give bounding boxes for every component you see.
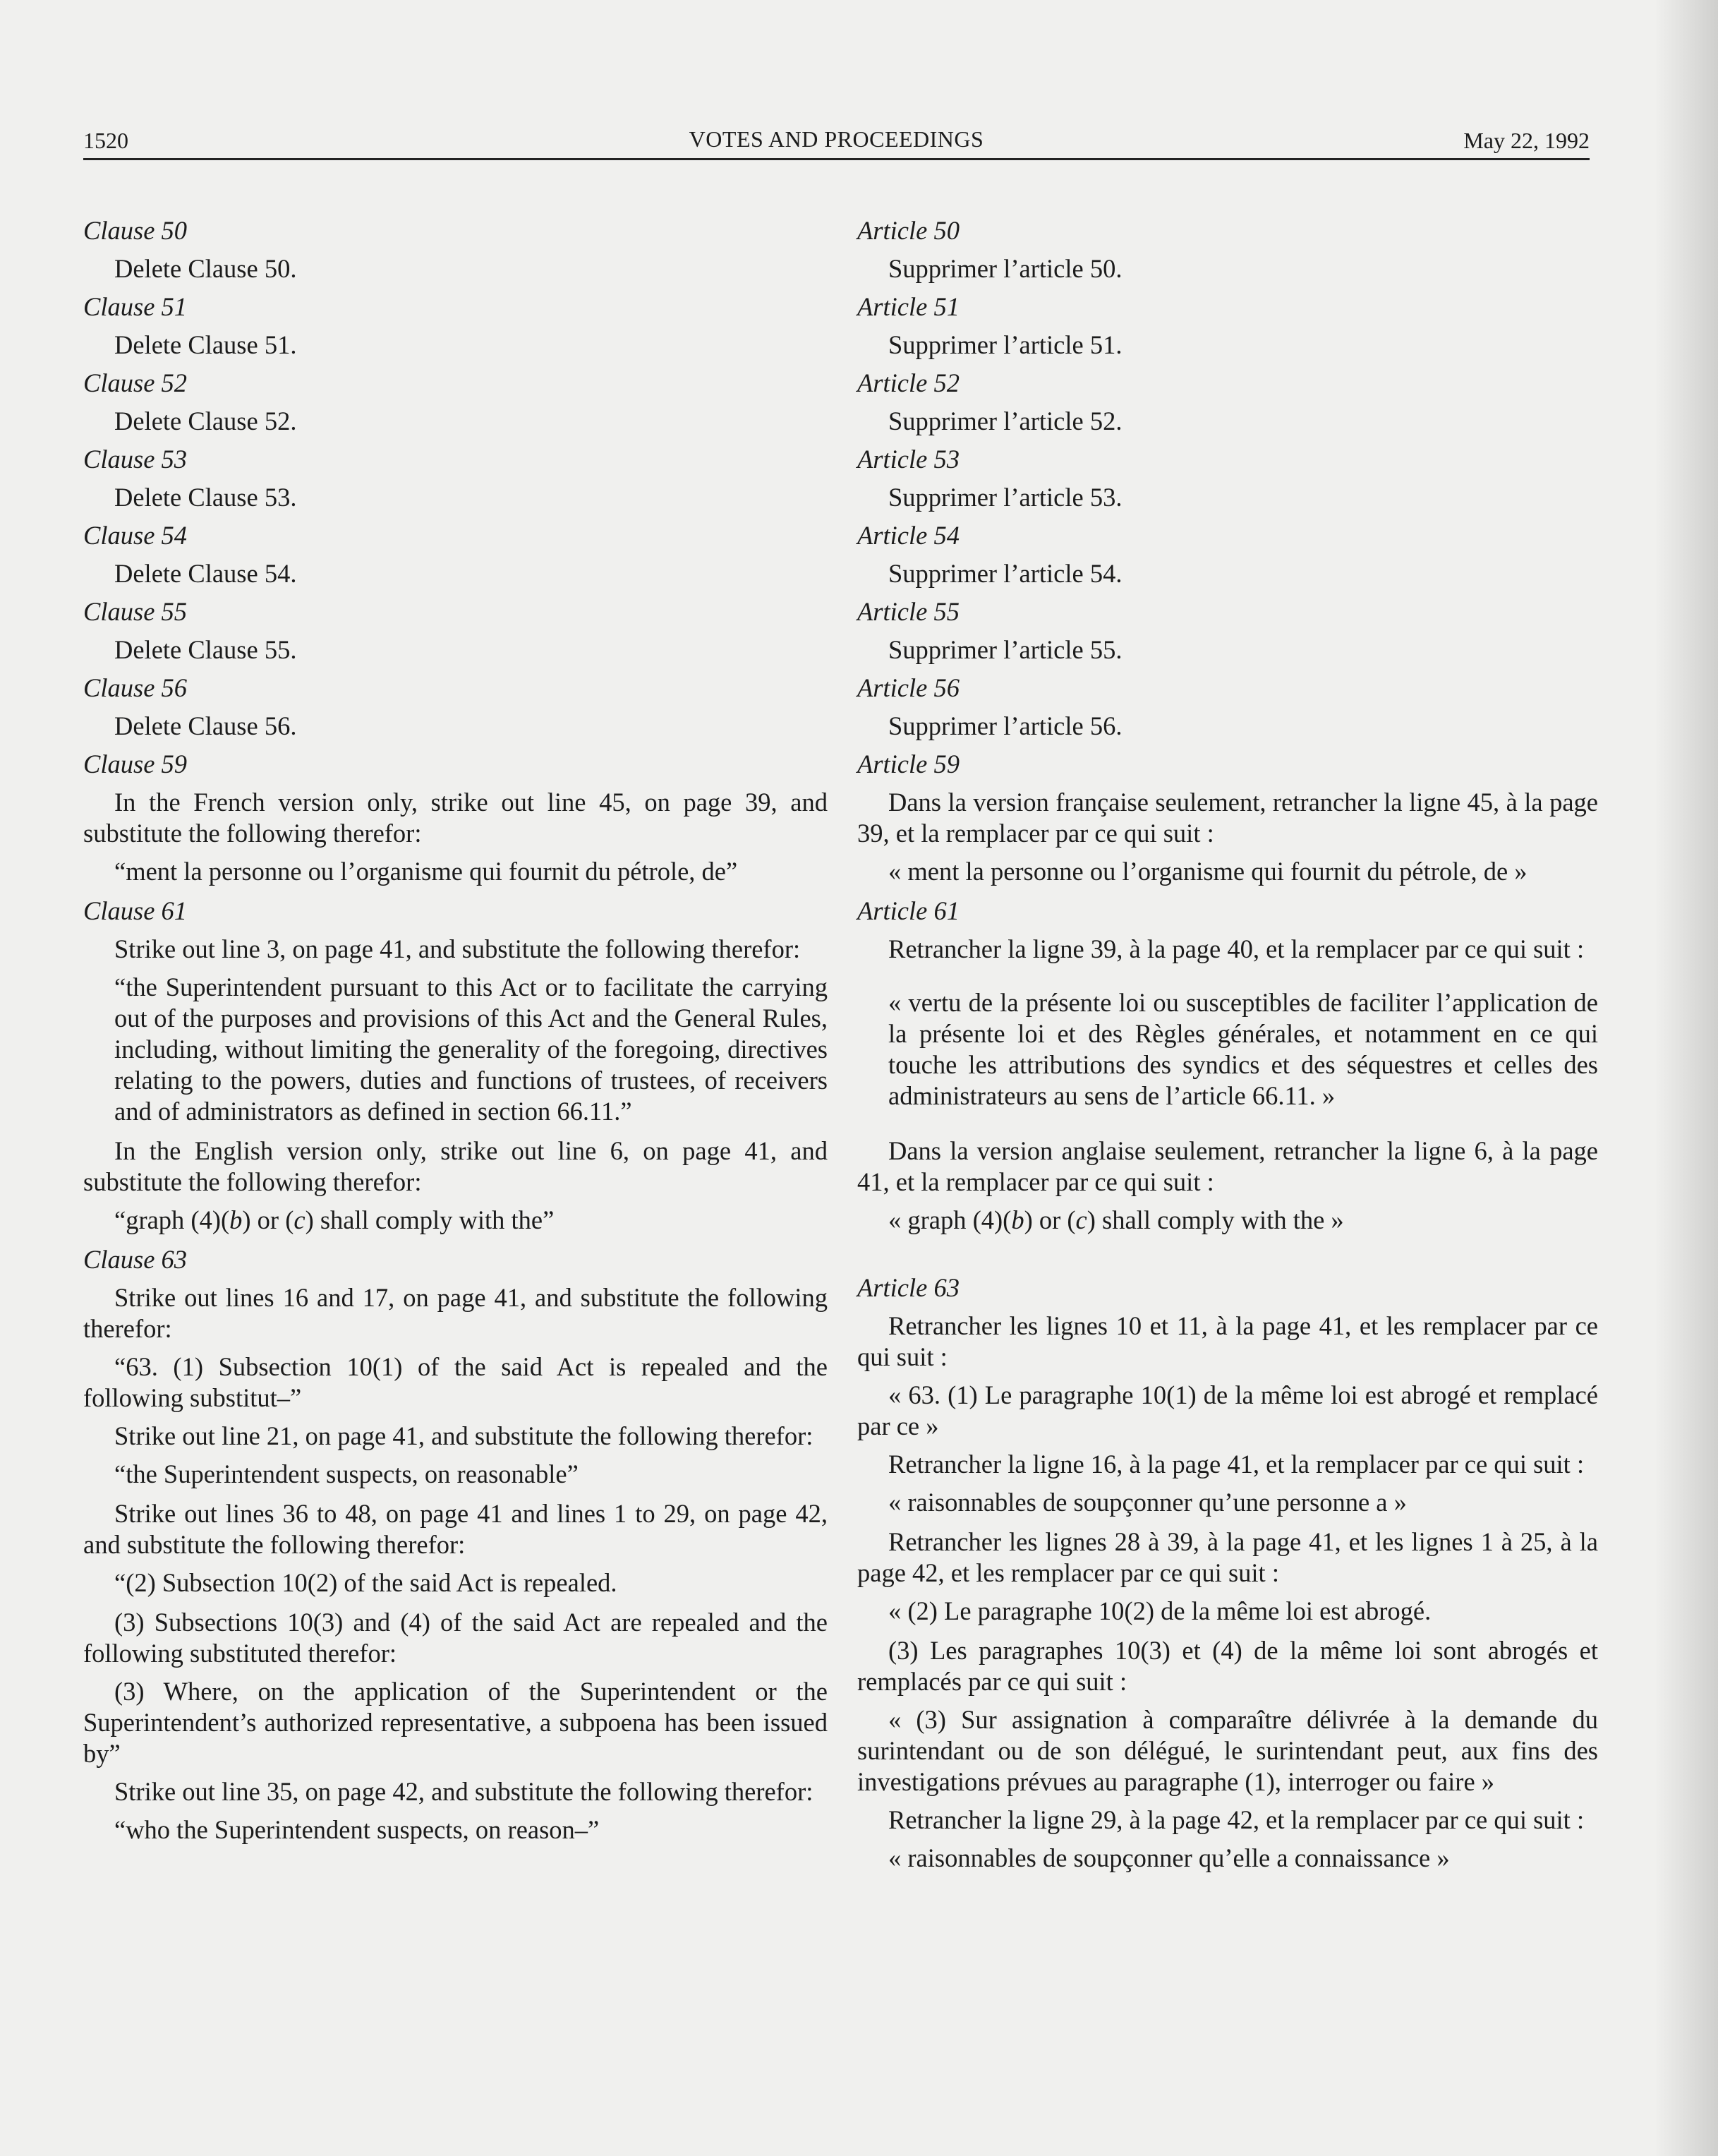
instruction-paragraph: Strike out line 21, on page 41, and substitute the following therefor:: [114, 1421, 813, 1450]
clause-heading: Clause 56: [83, 673, 188, 702]
instruction-paragraph: Dans la version française seulement, retrancher la ligne 45, à la page 39, et la remplacer par ce qui suit :: [857, 788, 1598, 848]
article-heading: Article 50: [857, 216, 960, 245]
instruction-paragraph: Dans la version anglaise seulement, retrancher la ligne 6, à la page 41, et la remplacer par ce qui suit :: [857, 1136, 1598, 1196]
article-text: Supprimer l’article 50.: [888, 254, 1123, 283]
clause-heading: Clause 61: [83, 896, 188, 925]
quoted-text: « vertu de la présente loi ou susceptibles de faciliter l’application de la présente loi et des Règles générales, et notamment en ce qui touche les attributions des syndics et des séquestres et celles des administrateurs au sens de l’article 66.11. »: [888, 988, 1598, 1110]
clause-heading: Clause 55: [83, 597, 188, 626]
article-heading: Article 54: [857, 521, 960, 550]
article-heading: Article 55: [857, 597, 960, 626]
clause-heading: Clause 51: [83, 292, 188, 321]
clause-text: Delete Clause 55.: [114, 635, 297, 664]
instruction-paragraph: In the French version only, strike out line 45, on page 39, and substitute the following therefor:: [83, 788, 828, 848]
page-date: May 22, 1992: [1463, 128, 1590, 153]
quoted-text: (3) Subsections 10(3) and (4) of the said Act are repealed and the following substituted therefor:: [83, 1608, 828, 1668]
quoted-text: « raisonnables de soupçonner qu’elle a connaissance »: [888, 1843, 1450, 1872]
quoted-text: « ment la personne ou l’organisme qui fournit du pétrole, de »: [888, 857, 1528, 886]
instruction-paragraph: Retrancher les lignes 28 à 39, à la page 41, et les lignes 1 à 25, à la page 42, et les remplacer par ce qui suit :: [857, 1527, 1598, 1587]
clause-heading: Clause 52: [83, 368, 188, 397]
instruction-paragraph: Strike out line 3, on page 41, and substitute the following therefor:: [114, 934, 801, 963]
instruction-paragraph: In the English version only, strike out line 6, on page 41, and substitute the following therefor:: [83, 1136, 828, 1196]
page-number: 1520: [83, 128, 128, 153]
clause-text: Delete Clause 56.: [114, 711, 297, 740]
quoted-text: « raisonnables de soupçonner qu’une personne a »: [888, 1488, 1407, 1517]
quoted-text: “the Superintendent pursuant to this Act or to facilitate the carrying out of the purposes and provisions of this Act and the General Rules, including, without limiting the generality of the foregoing, directives relating to the powers, duties and functions of trustees, of receivers and of administrators as defined in section 66.11.”: [114, 972, 828, 1126]
quoted-text: “the Superintendent suspects, on reasonable”: [114, 1459, 579, 1488]
clause-heading: Clause 59: [83, 749, 188, 778]
quoted-text: “graph (4)(b) or (c) shall comply with the”: [114, 1205, 555, 1234]
quoted-text: « (3) Sur assignation à comparaître délivrée à la demande du surintendant ou de son délégué, le surintendant peut, aux fins des investigations prévues au paragraphe (1), interroger ou faire »: [857, 1705, 1598, 1796]
clause-text: Delete Clause 51.: [114, 330, 297, 359]
clause-heading: Clause 63: [83, 1245, 188, 1274]
article-heading: Article 63: [857, 1273, 960, 1302]
quoted-text: (3) Where, on the application of the Superintendent or the Superintendent’s authorized representative, a subpoena has been issued by”: [83, 1677, 828, 1768]
instruction-paragraph: Retrancher la ligne 29, à la page 42, et la remplacer par ce qui suit :: [888, 1805, 1585, 1834]
article-text: Supprimer l’article 53.: [888, 483, 1123, 512]
article-heading: Article 59: [857, 749, 960, 778]
article-text: Supprimer l’article 51.: [888, 330, 1123, 359]
instruction-paragraph: Strike out lines 16 and 17, on page 41, and substitute the following therefor:: [83, 1283, 828, 1343]
instruction-paragraph: Retrancher la ligne 39, à la page 40, et la remplacer par ce qui suit :: [888, 934, 1585, 963]
quoted-text: « (2) Le paragraphe 10(2) de la même loi est abrogé.: [888, 1596, 1432, 1625]
article-heading: Article 53: [857, 445, 960, 474]
quoted-text: “ment la personne ou l’organisme qui fournit du pétrole, de”: [114, 857, 738, 886]
instruction-paragraph: Strike out lines 36 to 48, on page 41 and lines 1 to 29, on page 42, and substitute the following therefor:: [83, 1499, 828, 1559]
clause-text: Delete Clause 52.: [114, 406, 297, 435]
clause-text: Delete Clause 53.: [114, 483, 297, 512]
french-column: [857, 215, 1598, 1882]
instruction-paragraph: Strike out line 35, on page 42, and substitute the following therefor:: [114, 1777, 813, 1806]
article-text: Supprimer l’article 52.: [888, 406, 1123, 435]
clause-heading: Clause 54: [83, 521, 188, 550]
clause-heading: Clause 50: [83, 216, 188, 245]
clause-text: Delete Clause 50.: [114, 254, 297, 283]
quoted-text: “(2) Subsection 10(2) of the said Act is repealed.: [114, 1568, 617, 1597]
quoted-text: “who the Superintendent suspects, on reason–”: [114, 1815, 600, 1844]
journal-title: VOTES AND PROCEEDINGS: [689, 126, 984, 152]
article-heading: Article 52: [857, 368, 960, 397]
quoted-text: « 63. (1) Le paragraphe 10(1) de la même loi est abrogé et remplacé par ce »: [857, 1380, 1598, 1440]
article-text: Supprimer l’article 56.: [888, 711, 1123, 740]
english-column: [83, 215, 828, 1854]
quoted-text: (3) Les paragraphes 10(3) et (4) de la même loi sont abrogés et remplacés par ce qui suit :: [857, 1636, 1598, 1696]
instruction-paragraph: Retrancher la ligne 16, à la page 41, et la remplacer par ce qui suit :: [888, 1450, 1585, 1479]
article-text: Supprimer l’article 55.: [888, 635, 1123, 664]
page-header: [83, 121, 1590, 160]
quoted-text: “63. (1) Subsection 10(1) of the said Act is repealed and the following substitut–”: [83, 1352, 828, 1412]
article-heading: Article 56: [857, 673, 960, 702]
quoted-text: « graph (4)(b) or (c) shall comply with the »: [888, 1205, 1344, 1234]
article-heading: Article 61: [857, 896, 960, 925]
clause-heading: Clause 53: [83, 445, 188, 474]
page-edge-shadow: [1655, 0, 1718, 2156]
article-text: Supprimer l’article 54.: [888, 559, 1123, 588]
clause-text: Delete Clause 54.: [114, 559, 297, 588]
article-heading: Article 51: [857, 292, 960, 321]
instruction-paragraph: Retrancher les lignes 10 et 11, à la page 41, et les remplacer par ce qui suit :: [857, 1311, 1598, 1371]
